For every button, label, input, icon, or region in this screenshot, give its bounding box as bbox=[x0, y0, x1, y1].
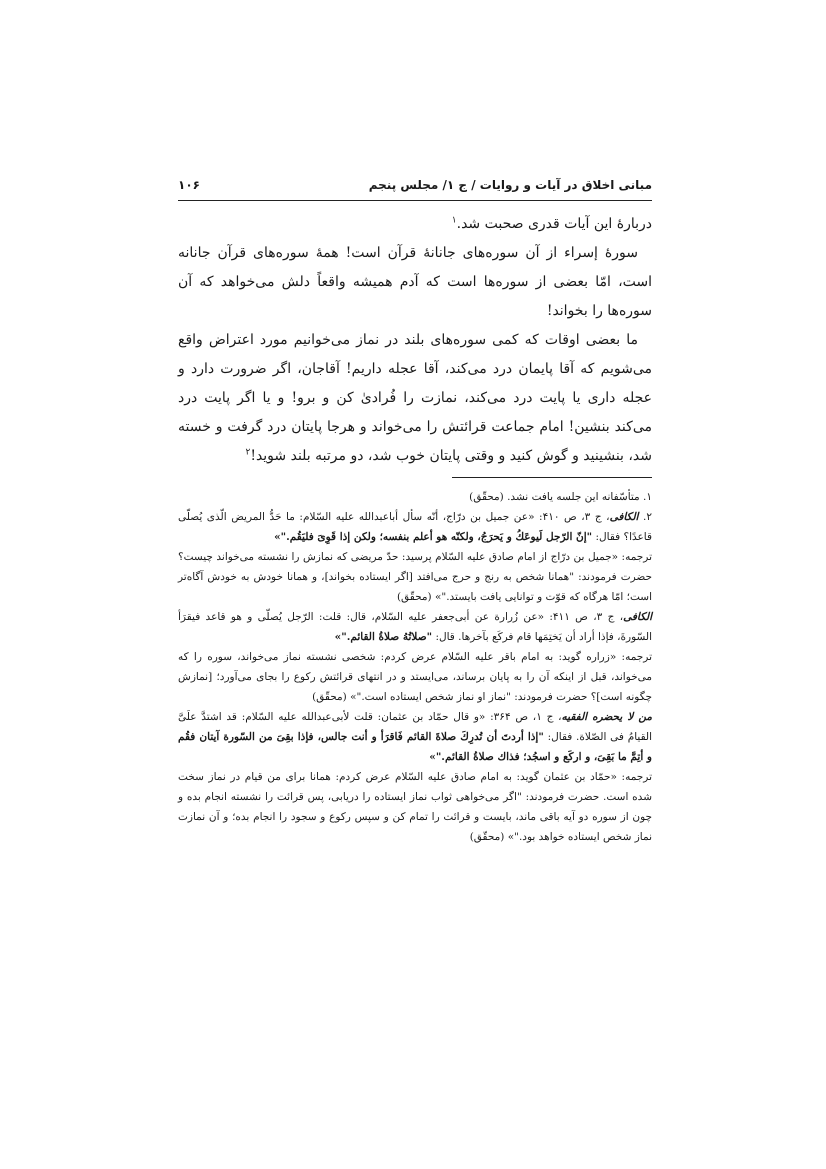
footnote-2-translation: ترجمه: «جمیل بن درّاج از امام صادق علیه السّلام پرسید: حدّ مریضی که نمازش را نشسته می‌خواند چیست؟ حضرت فرمودند: "همانا شخص به رنج و حرج می‌افتد [اگر ایستاده بخواند]، و همانا خودش به خودش آگاه‌تر است؛ امّا هرگاه که قوّت و توانایی یافت بایستد."» (محقّق) bbox=[178, 551, 652, 603]
source-title: الکافی bbox=[623, 611, 653, 623]
page-number: ۱۰۶ bbox=[178, 178, 200, 192]
footnotes bbox=[178, 487, 652, 847]
running-header bbox=[178, 175, 652, 199]
footnote-ref: ۲ bbox=[245, 447, 251, 458]
header-divider bbox=[178, 200, 652, 201]
body-paragraph: سورۀ إسراء از آن سوره‌های جانانۀ قرآن است! همۀ سوره‌های قرآن جانانه است، امّا بعضی از سوره‌ها است که آدم همیشه واقعاً دلش می‌خواهد که آن سوره‌ها را بخواند! bbox=[178, 245, 652, 319]
main-text bbox=[178, 210, 652, 471]
body-paragraph: ما بعضی اوقات که کمی سوره‌های بلند در نماز می‌خوانیم مورد اعتراض واقع می‌شویم که آقا پایمان درد می‌کند، آقا عجله داریم! آقاجان، اگر ضرورت دارد و عجله داری یا پایت درد می‌کند، نمازت را فُرادیٰ کن و برو! و یا اگر پایت درد می‌کند بنشین! امام جماعت قرائتش را می‌خواند و هرجا پایتان درد گرفت و خسته شد، بنشینید و گوش کنید و وقتی پایتان خوب شد، دو مرتبه بلند شوید!$^۲$ bbox=[178, 332, 652, 464]
footnote-2-translation: ترجمه: «زراره گوید: به امام باقر علیه السّلام عرض کردم: شخصی نشسته نماز می‌خواند، سوره را که می‌خواند، قبل از اینکه آن را به پایان برساند، می‌ایستد و در انتهای قرائتش رکوع را بجای می‌آورد؛ [نمازش چگونه است]؟ حضرت فرمودند: "نماز او نماز شخص ایستاده است."» (محقّق) bbox=[178, 651, 652, 703]
source-title: من لا يحضره الفقيه bbox=[561, 711, 653, 723]
body-paragraph: دربارۀ این آیات قدری صحبت شد.$^۱$ bbox=[451, 215, 652, 232]
footnote-divider bbox=[452, 477, 652, 478]
hadith-text: "إذا أردتَ أن تُدرِكَ صلاةَ القائم فَاقرَأ و أنت جالس، فإذا بقِیَ من السّورة آيتان فقُم و أتِمَّ ما بَقِیَ، و اركَع و اسجُد؛ فذاك صلاةُ القائم."» bbox=[178, 731, 652, 763]
footnote-1: ۱. متأسّفانه این جلسه یافت نشد. (محقّق) bbox=[469, 491, 652, 503]
footnote-2: ۲. الکافی، ج ۳، ص ۴۱۰: «عن جميل بن درّاج، أنّه سأل أباعبدالله عليه السّلام: ما حَدُّ المريض الّذی يُصلّی قاعدًا؟ فقال: "إنّ الرّجل لَيوعَكُ و يَحرَجُ، ولكنّه هو أعلم بنفسه؛ ولكن إذا قَوِیَ فليَقُم."» bbox=[178, 511, 652, 543]
footnote-ref: ۱ bbox=[451, 215, 457, 226]
hadith-text: "صلاتُهُ صلاةُ القائم."» bbox=[334, 631, 433, 643]
footnote-2-citation: من لا يحضره الفقيه، ج ۱، ص ۳۶۴: «و قال حمّاد بن عثمان: قلت لأبی‌عبدالله عليه السّلام: قد اشتدَّ علَیَّ القيامُ فی الصّلاة. فقال: "إذا أردتَ أن تُدرِكَ صلاةَ القائم فَاقرَأ و أنت جالس، فإذا بقِیَ من السّورة آيتان فقُم و أتِمَّ ما بَقِیَ، و اركَع و اسجُد؛ فذاك صلاةُ القائم."» bbox=[178, 711, 653, 763]
footnote-2-citation: الکافی، ج ۳، ص ۴۱۱: «عن زُرارة عن أبی‌جعفر عليه السّلام، قال: قلت: الرّجل يُصلّی و هو قاعد فيقرَأ السّورةَ، فإذا أراد أن يَختِمَها قام فركَع بآخرها. قال: "صلاتُهُ صلاةُ القائم."» bbox=[178, 611, 653, 643]
book-page bbox=[178, 0, 652, 1169]
source-title: الکافی bbox=[609, 511, 639, 523]
footnote-2-translation: ترجمه: «حمّاد بن عثمان گوید: به امام صادق علیه السّلام عرض کردم: همانا برای من قیام در نماز سخت شده است. حضرت فرمودند: "اگر می‌خواهی ثواب نماز ایستاده را دریابی، پس قرائت را نشسته انجام بده و چون از سوره دو آیه باقی ماند، بایست و قرائت را تمام کن و سپس رکوع و سجود را انجام بده؛ و آن نمازت نماز شخص ایستاده خواهد بود."» (محقّق) bbox=[178, 771, 652, 843]
hadith-text: "إنّ الرّجل لَيوعَكُ و يَحرَجُ، ولكنّه هو أعلم بنفسه؛ ولكن إذا قَوِیَ فليَقُم."» bbox=[274, 531, 593, 543]
running-title: مبانی اخلاق در آیات و روایات / ج ۱/ مجلس پنجم bbox=[368, 178, 652, 192]
